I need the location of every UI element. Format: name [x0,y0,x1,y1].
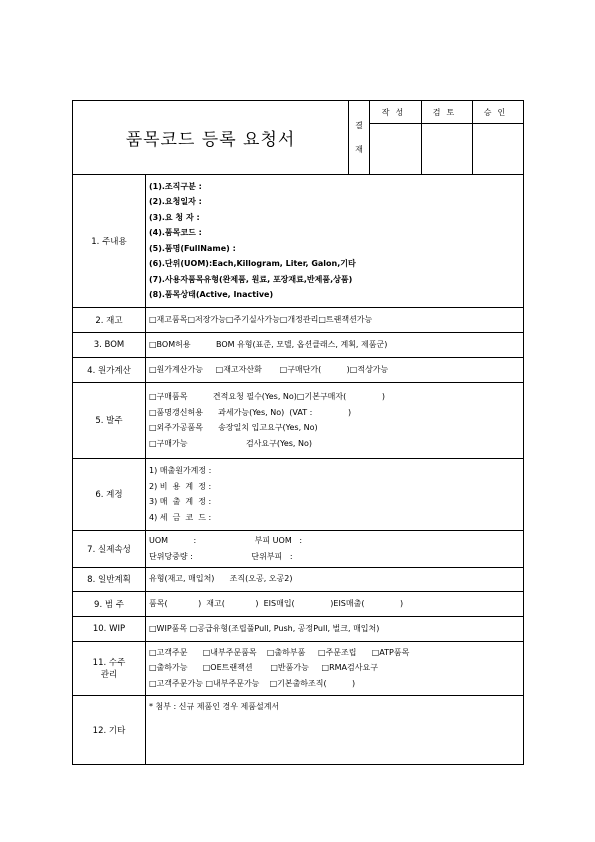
row-label: 5. 발주 [73,382,146,458]
row-content [149,382,519,458]
row-line: (7).사용자품목유형(완제품, 원료, 포장재료,반제품,상품) [149,274,353,284]
request-form [72,100,524,765]
row-line: □외주가공품목 송장일치 입고요구(Yes, No) [149,423,318,432]
row-label: 6. 계정 [73,458,146,530]
form-row [73,641,523,696]
row-line: (4).품목코드 : [149,228,202,237]
row-line: □WIP품목 □공급유형(조립풀Pull, Push, 공정Pull, 벌크, 매입처) [149,623,380,633]
row-content [149,641,519,695]
approval-col-reviewer [421,101,473,174]
row-label: 2. 재고 [73,307,146,332]
row-content [149,591,519,616]
row-line: □구매품목 견적요청 필수(Yes, No)□기본구매자( ) [149,392,385,401]
row-line: □고객주문 □내부주문품목 □출하부품 □주문조립 □ATP품목 [149,647,410,657]
form-row [73,307,523,333]
row-line: □BOM허용 BOM 유형(표준, 모델, 옵션클래스, 계획, 제품군) [149,339,388,349]
row-line: (1).조직구분 : [149,181,202,191]
form-row [73,616,523,642]
row-line: □출하가능 □OE트랜잭션 □반품가능 □RMA검사요구 [149,663,378,673]
row-label: 8. 일반계획 [73,567,146,591]
row-line: □구매가능 검사요구(Yes, No) [149,438,312,448]
row-line: □고객주문가능 □내부주문가능 □기본출하조직( ) [149,678,356,688]
form-row [73,695,523,764]
row-line: (6).단위(UOM):Each,Killogram, Liter, Galon,기타 [149,259,356,268]
form-title: 품목코드 등록 요청서 [125,130,296,150]
form-row [73,332,523,358]
row-label: 10. WIP [73,616,146,641]
row-content [149,530,519,567]
row-line: 2) 비 용 계 정 : [149,481,212,491]
form-row [73,591,523,617]
row-line: □원가계산가능 □재고자산화 □구매단가( )□적상가능 [149,364,389,374]
row-label: 3. BOM [73,332,146,357]
approval-side-label [348,101,370,174]
approval-side-char: 재 [355,145,363,155]
row-line: * 첨부 : 신규 제품인 경우 제품설계서 [149,702,280,711]
form-row [73,382,523,459]
row-label: 12. 기타 [73,695,146,764]
form-header [73,101,523,175]
approval-col-header: 검토 [421,101,472,124]
approval-col-header: 작성 [370,101,421,124]
form-row [73,357,523,383]
approval-side-char: 결 [355,120,363,130]
row-content [149,616,519,641]
form-row [73,458,523,531]
row-content [149,174,519,307]
approval-col-writer [370,101,422,174]
row-line: (2).요청일자 : [149,197,202,206]
approval-col-header: 승인 [472,101,523,124]
row-line: (5).품명(FullName) : [149,243,236,253]
row-line: □재고품목□저장가능□주기실사가능□개정관리□트랜잭션가능 [149,314,373,324]
row-line: (3).요 청 자 : [149,212,200,222]
form-row [73,174,523,308]
row-content [149,307,519,332]
row-line: 1) 매출원가계정 : [149,466,212,475]
row-label: 4. 원가계산 [73,357,146,382]
row-line: 품목( ) 재고( ) EIS매입( )EIS매출( ) [149,598,404,608]
row-line: 유형(재고, 매입처) 조직(오공, 오공2) [149,574,293,584]
row-line: 4) 세 금 코 드 : [149,512,212,522]
row-content [149,332,519,357]
row-line: UOM : 부피 UOM : [149,536,303,545]
row-content [149,695,519,764]
row-label: 11. 수주 관리 [73,641,146,695]
form-row [73,530,523,568]
row-label: 9. 범 주 [73,591,146,616]
row-line: 단위당중량 : 단위부피 : [149,551,293,561]
row-line: 3) 매 출 계 정 : [149,497,212,506]
row-content [149,567,519,591]
row-content [149,357,519,382]
approval-col-approver [472,101,523,174]
row-label: 7. 실제속성 [73,530,146,567]
row-line: (8).품목상태(Active, Inactive) [149,290,274,299]
row-line: □품명갱신허용 과세가능(Yes, No) (VAT : ) [149,407,352,417]
row-content [149,458,519,530]
form-row [73,567,523,592]
row-label: 1. 주내용 [73,174,146,307]
